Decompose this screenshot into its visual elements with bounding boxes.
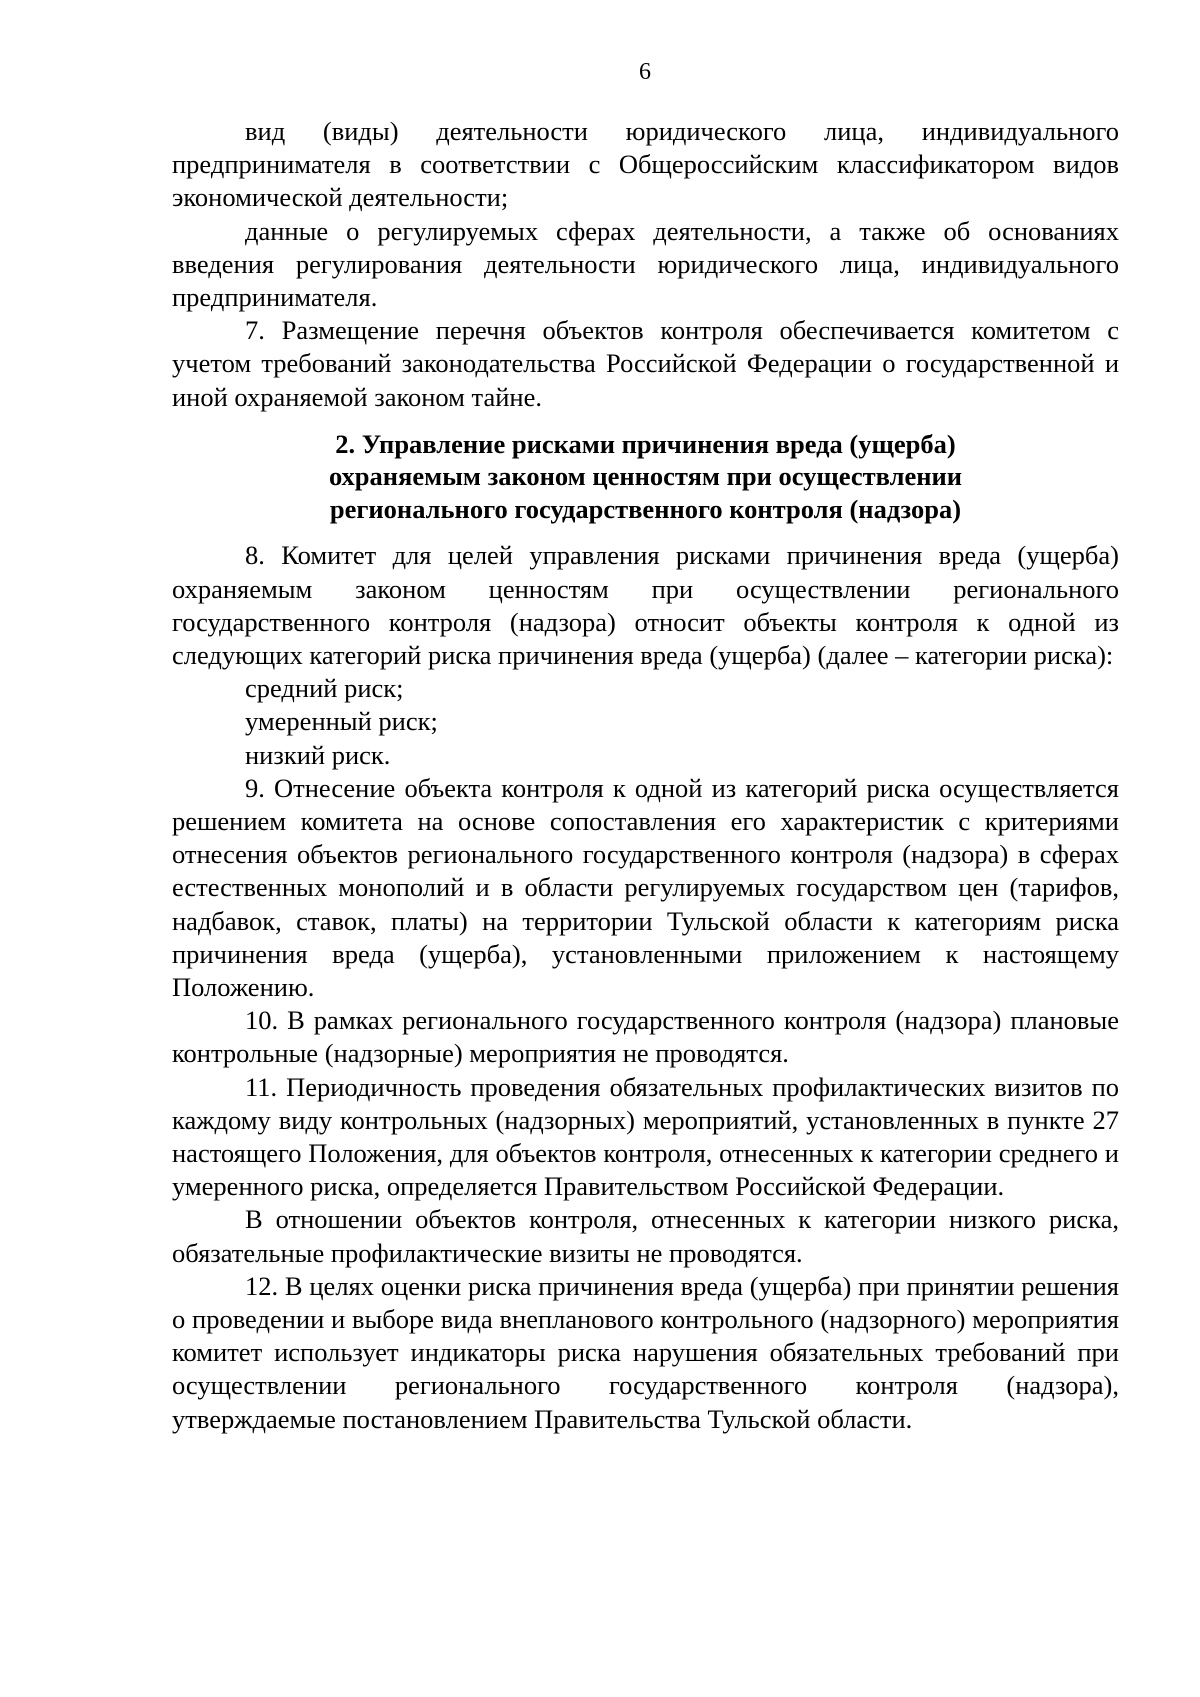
list-item-medium-risk: средний риск; (245, 673, 404, 704)
paragraph-10: 10. В рамках регионального государственного контроля (надзора) плановые контрольные (надзорные) мероприятия не проводятся. (172, 1005, 1119, 1069)
section-heading-line-1: 2. Управление рисками причинения вреда (ущерба) (335, 428, 956, 459)
section-heading (172, 428, 1119, 526)
paragraph-11: 11. Периодичность проведения обязательных профилактических визитов по каждому виду контрольных (надзорных) мероприятий, установленных в пункте 27 настоящего Положения, для объектов контроля, отнесенных к категории среднего и умеренного риска, определяется Правительством Российской Федерации. (172, 1071, 1119, 1202)
paragraph-activity-types: вид (виды) деятельности юридического лица, индивидуального предпринимателя в соответствии с Общероссийским классификатором видов экономической деятельности; (172, 116, 1119, 213)
list-item-low-risk: низкий риск. (245, 739, 391, 770)
section-heading-line-3: регионального государственного контроля (надзора) (329, 493, 962, 524)
paragraph-9: 9. Отнесение объекта контроля к одной из категорий риска осуществляется решением комитета на основе сопоставления его характеристик с критериями отнесения объектов регионального государственного контроля (надзора) в сферах естественных монополий и в области регулируемых государством цен (тарифов, надбавок, ставок, платы) на территории Тульской области к категориям риска причинения вреда (ущерба), установленными приложением к настоящему Положению. (172, 772, 1119, 1002)
paragraph-regulated-spheres: данные о регулируемых сферах деятельности, а также об основаниях введения регулирования деятельности юридического лица, индивидуального предпринимателя. (172, 215, 1119, 313)
paragraph-7: 7. Размещение перечня объектов контроля обеспечивается комитетом с учетом требований законодательства Российской Федерации о государственной и иной охраняемой законом тайне. (172, 315, 1119, 412)
section-heading-line-2: охраняемым законом ценностям при осуществлении (328, 461, 963, 492)
page-number: 6 (639, 59, 651, 85)
list-item-moderate-risk: умеренный риск; (245, 706, 438, 737)
paragraph-low-risk-visits: В отношении объектов контроля, отнесенных к категории низкого риска, обязательные профилактические визиты не проводятся. (172, 1204, 1119, 1268)
paragraph-12: 12. В целях оценки риска причинения вреда (ущерба) при принятии решения о проведении и выборе вида внепланового контрольного (надзорного) мероприятия комитет использует индикаторы риска нарушения обязательных требований при осуществлении регионального государственного контроля (надзора), утверждаемые постановлением Правительства Тульской области. (172, 1270, 1119, 1434)
document-body (172, 115, 1119, 1436)
paragraph-8: 8. Комитет для целей управления рисками причинения вреда (ущерба) охраняемым законом ценностям при осуществлении регионального государственного контроля (надзора) относит объекты контроля к одной из следующих категорий риска причинения вреда (ущерба) (далее – категории риска): (172, 540, 1119, 670)
